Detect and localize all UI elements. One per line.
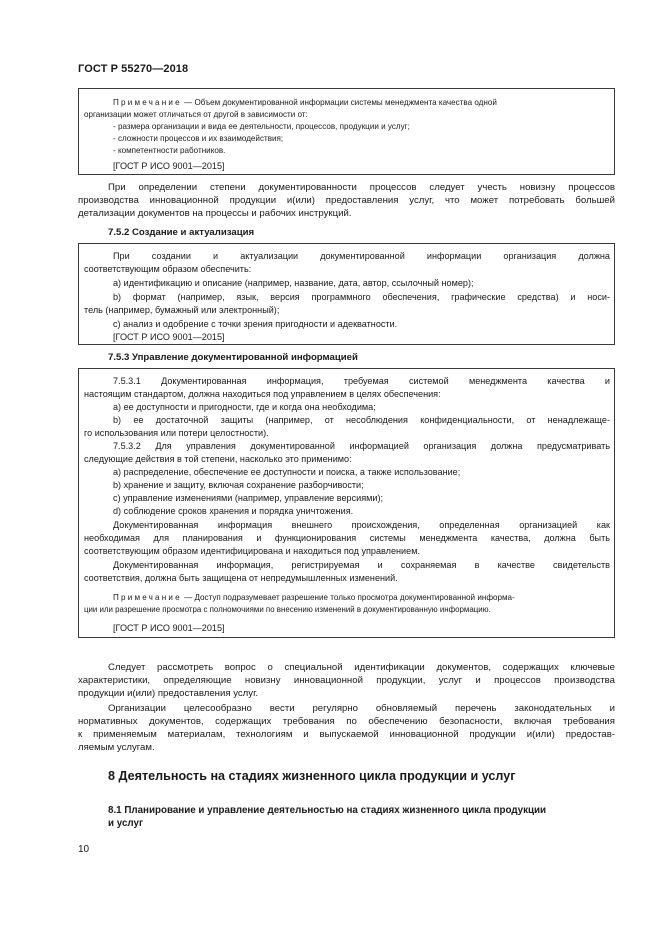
list-item: с) анализ и одобрение с точки зрения пригодности и адекватности. (113, 319, 398, 329)
standard-reference: [ГОСТ Р ИСО 9001—2015] (113, 623, 225, 633)
list-item: - сложности процессов и их взаимодействия; (113, 134, 284, 143)
list-item: а) идентификацию и описание (например, название, дата, автор, ссылочный номер); (113, 278, 474, 288)
paragraph-line: к применяемым материалам, технологиям и выпускаемой инновационной продукции и(или) предостав- (78, 729, 615, 740)
subsection-heading-line: 8.1 Планирование и управление деятельностью на стадиях жизненного цикла продукции (108, 805, 547, 816)
note-label: Примечание (113, 98, 182, 107)
list-item: d) соблюдение сроков хранения и порядка уничтожения. (113, 506, 354, 516)
paragraph-line: ляемым услугам. (78, 742, 155, 753)
list-item: - размера организации и вида ее деятельности, процессов, продукции и услуг; (113, 122, 410, 131)
note-line (113, 592, 610, 603)
box-line: следующие действия в той степени, насколько это применимо: (84, 454, 352, 464)
list-item: b) хранение и защиту, включая сохранение разборчивости; (113, 480, 364, 490)
list-item-continued: тель (например, бумажный или электронный); (84, 305, 280, 315)
note-line (113, 97, 609, 108)
note-text: — Объем документированной информации системы менеджмента качества одной (181, 98, 497, 107)
box-line: 7.5.3.2 Для управления документированной информацией организация должна предусматривать (113, 441, 610, 451)
list-item: - компетентности работников. (113, 146, 226, 155)
box-line: настоящим стандартом, должна находиться под управлением в целях обеспечения: (84, 389, 441, 399)
box-line: соответствия, должна быть защищена от непредумышленных изменений. (84, 573, 398, 583)
paragraph-line: нормативных документов, содержащих требования по обеспечению безопасности, включая требования (78, 716, 615, 727)
paragraph-line: Организации целесообразно вести регулярно обновляемый перечень законодательных и (108, 703, 615, 714)
paragraph-line: Следует рассмотреть вопрос о специальной идентификации документов, содержащих ключевые (108, 662, 615, 673)
standard-reference: [ГОСТ Р ИСО 9001—2015] (113, 161, 225, 171)
note-text: — Доступ подразумевает разрешение только просмотра документированной информа- (181, 593, 515, 602)
note-text-line: организации может отличаться от другой в зависимости от: (84, 110, 308, 119)
list-item: а) ее доступности и пригодности, где и когда она необходима; (113, 402, 376, 412)
paragraph-line: При определении степени документированности процессов следует учесть новизну процессов (108, 182, 615, 193)
list-item: b) формат (например, язык, версия программного обеспечения, графические средства) и носи- (113, 292, 610, 302)
section-heading: 8 Деятельность на стадиях жизненного цикла продукции и услуг (108, 769, 516, 783)
box-line: Документированная информация, регистрируемая и сохраняемая в качестве свидетельств (113, 560, 610, 570)
paragraph-line: характеристики, определяющие новизну инновационной продукции, услуг и процессов производства (78, 675, 615, 686)
standard-reference: [ГОСТ Р ИСО 9001—2015] (113, 332, 225, 342)
list-item-continued: го использования или потери целостности). (84, 428, 269, 438)
subsection-title: 7.5.2 Создание и актуализация (108, 227, 255, 238)
list-item: а) распределение, обеспечение ее доступности и поиска, а также использование; (113, 467, 461, 477)
page-number: 10 (78, 844, 90, 855)
paragraph-line: детализации документов на процессы и рабочих инструкций. (78, 208, 352, 219)
subsection-heading-line: и услуг (108, 818, 144, 829)
document-code-header: ГОСТ Р 55270—2018 (78, 63, 189, 75)
note-label: Примечание (113, 593, 182, 602)
box-line: соответствующим образом обеспечить: (84, 264, 252, 274)
box-line: При создании и актуализации документированной информации организация должна (113, 251, 610, 261)
note-text-line: ции или разрешение просмотра с полномочиями по внесению изменений в документированную информацию. (84, 605, 491, 614)
list-item: b) ее достаточной защиты (например, от несоблюдения конфиденциальности, от ненадлежаще- (113, 415, 610, 425)
list-item: с) управление изменениями (например, управление версиями); (113, 493, 384, 503)
box-line: соответствующим образом идентифицирована и находиться под управлением. (84, 546, 420, 556)
paragraph-line: производства инновационной продукции и(или) предоставления услуг, что может потребовать большей (78, 195, 615, 206)
box-line: 7.5.3.1 Документированная информация, требуемая системой менеджмента качества и (113, 376, 610, 386)
box-line: Документированная информация внешнего происхождения, определенная организацией как (113, 520, 610, 530)
paragraph-line: продукции и(или) предоставления услуг. (78, 688, 259, 699)
box-line: необходимая для планирования и функционирования системы менеджмента качества, должна быть (84, 533, 610, 543)
subsection-heading (108, 804, 546, 830)
subsection-title: 7.5.3 Управление документированной информацией (108, 352, 358, 363)
